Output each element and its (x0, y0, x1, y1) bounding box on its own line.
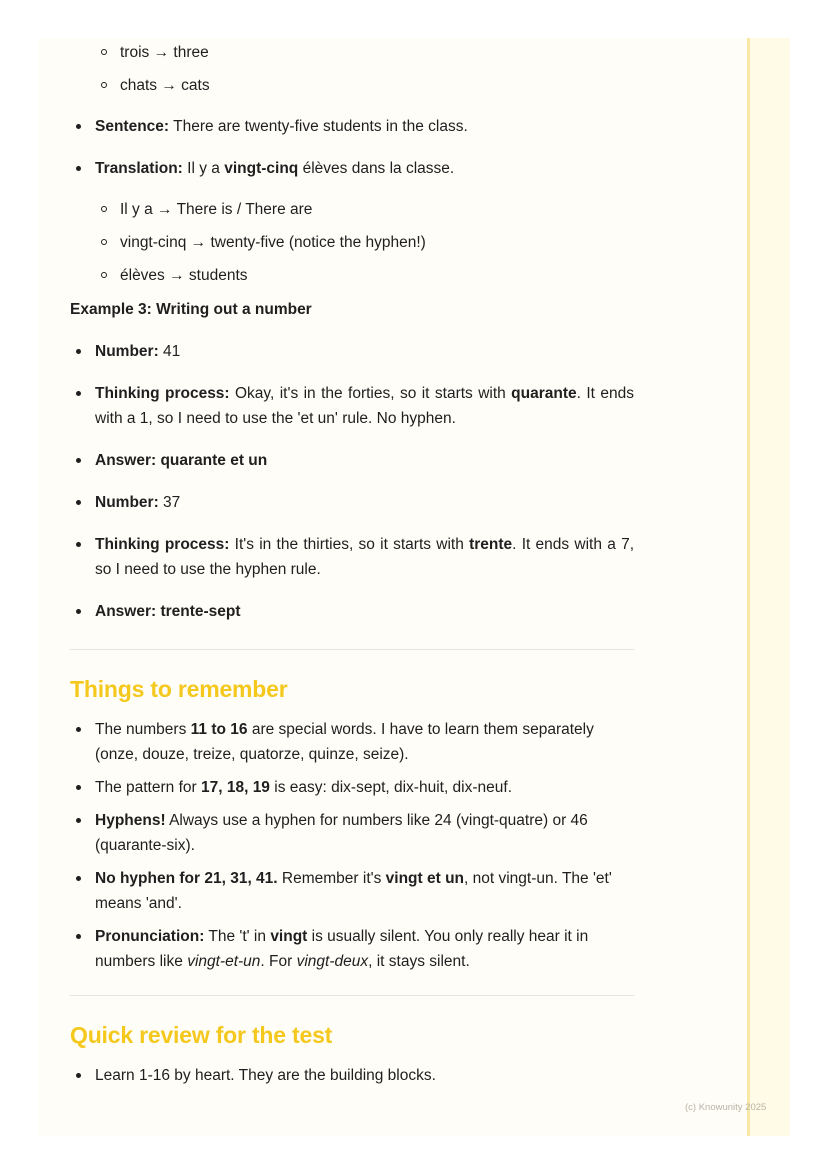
list-item: Il y a → There is / There are (70, 197, 634, 222)
sidebar-strip (748, 38, 790, 1136)
list-item: Learn 1-16 by heart. They are the building blocks. (70, 1063, 634, 1088)
list-item: chats → cats (70, 73, 634, 98)
number-item: Number: 37 (70, 490, 634, 515)
answer-item: Answer: quarante et un (70, 448, 634, 473)
example2-word-list-cont (70, 40, 634, 98)
list-item: Pronunciation: The 't' in vingt is usually silent. You only really hear it in numbers like vingt-et-un. For vingt-deux, it stays silent. (70, 924, 634, 974)
list-item: Hyphens! Always use a hyphen for numbers like 24 (vingt-quatre) or 46 (quarante-six). (70, 808, 634, 858)
translation-item: Translation: Il y a vingt-cinq élèves dans la classe. (70, 156, 634, 181)
list-item: No hyphen for 21, 31, 41. Remember it's vingt et un, not vingt-un. The 'et' means 'and'. (70, 866, 634, 916)
copyright-footer: (c) Knowunity 2025 (685, 1102, 767, 1113)
list-item: The numbers 11 to 16 are special words. I have to learn them separately (onze, douze, treize, quatorze, quinze, seize). (70, 717, 634, 767)
remember-heading: Things to remember (70, 676, 288, 702)
review-heading: Quick review for the test (70, 1022, 333, 1048)
answer-item: Answer: trente-sept (70, 599, 634, 624)
review-list (70, 1063, 634, 1088)
example2b-word-list (70, 197, 634, 288)
list-item: The pattern for 17, 18, 19 is easy: dix-sept, dix-huit, dix-neuf. (70, 775, 634, 800)
section-divider (70, 995, 634, 996)
number-item: Number: 41 (70, 339, 634, 364)
example3-list (70, 339, 634, 624)
list-item: élèves → students (70, 263, 634, 288)
document-content (70, 38, 634, 1096)
remember-list (70, 717, 634, 974)
list-item: vingt-cinq → twenty-five (notice the hyphen!) (70, 230, 634, 255)
sentence-item: Sentence: There are twenty-five students in the class. (70, 114, 634, 139)
thinking-process-item: Thinking process: Okay, it's in the forties, so it starts with quarante. It ends with a 1, so I need to use the 'et un' rule. No hyphen. (70, 381, 634, 431)
sidebar-accent-line (747, 38, 750, 1136)
list-item: trois → three (70, 40, 634, 65)
example3-heading: Example 3: Writing out a number (70, 301, 312, 318)
example2b-list (70, 114, 634, 181)
thinking-process-item: Thinking process: It's in the thirties, so it starts with trente. It ends with a 7, so I need to use the hyphen rule. (70, 532, 634, 582)
section-divider (70, 649, 634, 650)
